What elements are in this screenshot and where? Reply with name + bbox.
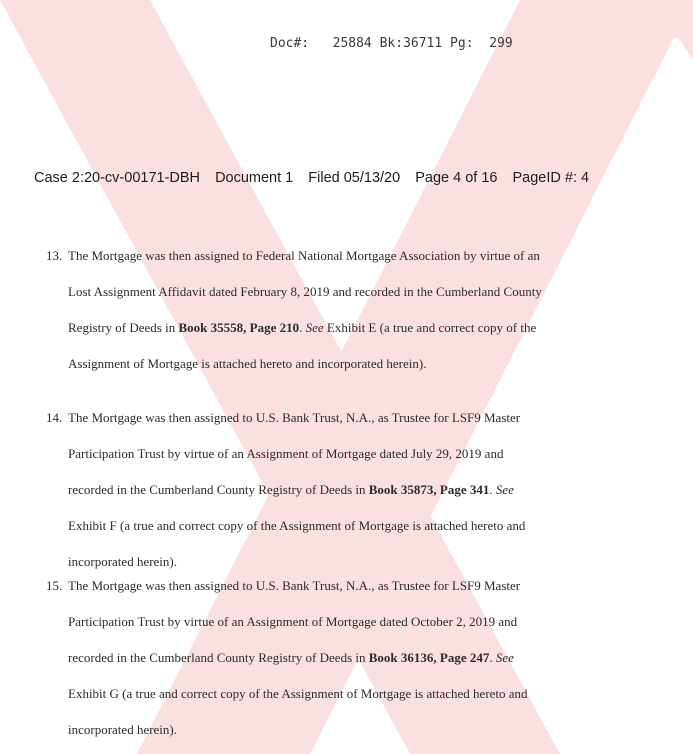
paragraph-line: incorporated herein). (68, 554, 178, 569)
page-count: Page 4 of 16 (415, 170, 498, 186)
doc-number: 25884 (332, 36, 372, 51)
filed-date: Filed 05/13/20 (308, 170, 401, 186)
paragraph-line (68, 310, 536, 346)
book-number: Bk:36711 (379, 36, 443, 51)
line-segment-pre: Registry of Deeds in (68, 320, 179, 335)
line-segment-italic: See (305, 320, 324, 335)
paragraph-line: Exhibit G (a true and correct copy of the Assignment of Mortgage is attached hereto and (68, 686, 528, 701)
paragraph-line: incorporated herein). (68, 722, 178, 737)
page-number: 299 (489, 36, 513, 51)
case-header (34, 170, 589, 186)
paragraph-line: The Mortgage was then assigned to U.S. Bank Trust, N.A., as Trustee for LSF9 Master (68, 410, 521, 425)
paragraph-number: 14. (46, 410, 63, 425)
line-segment-mid: . (489, 650, 496, 665)
page-label: Pg: (450, 36, 474, 51)
recording-stamp (270, 36, 513, 51)
paragraph-line: Assignment of Mortgage is attached hereto and incorporated herein). (68, 356, 427, 371)
case-number: Case 2:20-cv-00171-DBH (34, 170, 201, 186)
line-segment-mid: . (299, 320, 306, 335)
paragraph-line: Lost Assignment Affidavit dated February 8, 2019 and recorded in the Cumberland County (68, 284, 542, 299)
paragraph-line: Participation Trust by virtue of an Assignment of Mortgage dated October 2, 2019 and (68, 614, 518, 629)
page-id: PageID #: 4 (512, 170, 590, 186)
paragraph-line: Participation Trust by virtue of an Assignment of Mortgage dated July 29, 2019 and (68, 446, 504, 461)
paragraph-line (68, 640, 514, 676)
paragraph-number: 15. (46, 578, 63, 593)
line-segment-bold: Book 35873, Page 341 (368, 482, 490, 497)
line-segment-post: Exhibit E (a true and correct copy of the (323, 320, 537, 335)
line-segment-pre: recorded in the Cumberland County Registry of Deeds in (68, 650, 369, 665)
line-segment-mid: . (489, 482, 496, 497)
paragraph-line: Exhibit F (a true and correct copy of the Assignment of Mortgage is attached hereto and (68, 518, 526, 533)
document-number: Document 1 (215, 170, 294, 186)
line-segment-italic: See (495, 650, 514, 665)
paragraph-line: The Mortgage was then assigned to Federal National Mortgage Association by virtue of an (68, 248, 540, 263)
paragraph-line: The Mortgage was then assigned to U.S. Bank Trust, N.A., as Trustee for LSF9 Master (68, 578, 521, 593)
doc-label: Doc#: (270, 36, 310, 51)
paragraph-number: 13. (46, 248, 63, 263)
paragraph-line (68, 472, 514, 508)
line-segment-italic: See (495, 482, 514, 497)
line-segment-pre: recorded in the Cumberland County Registry of Deeds in (68, 482, 369, 497)
line-segment-bold: Book 36136, Page 247 (368, 650, 490, 665)
line-segment-bold: Book 35558, Page 210 (178, 320, 300, 335)
